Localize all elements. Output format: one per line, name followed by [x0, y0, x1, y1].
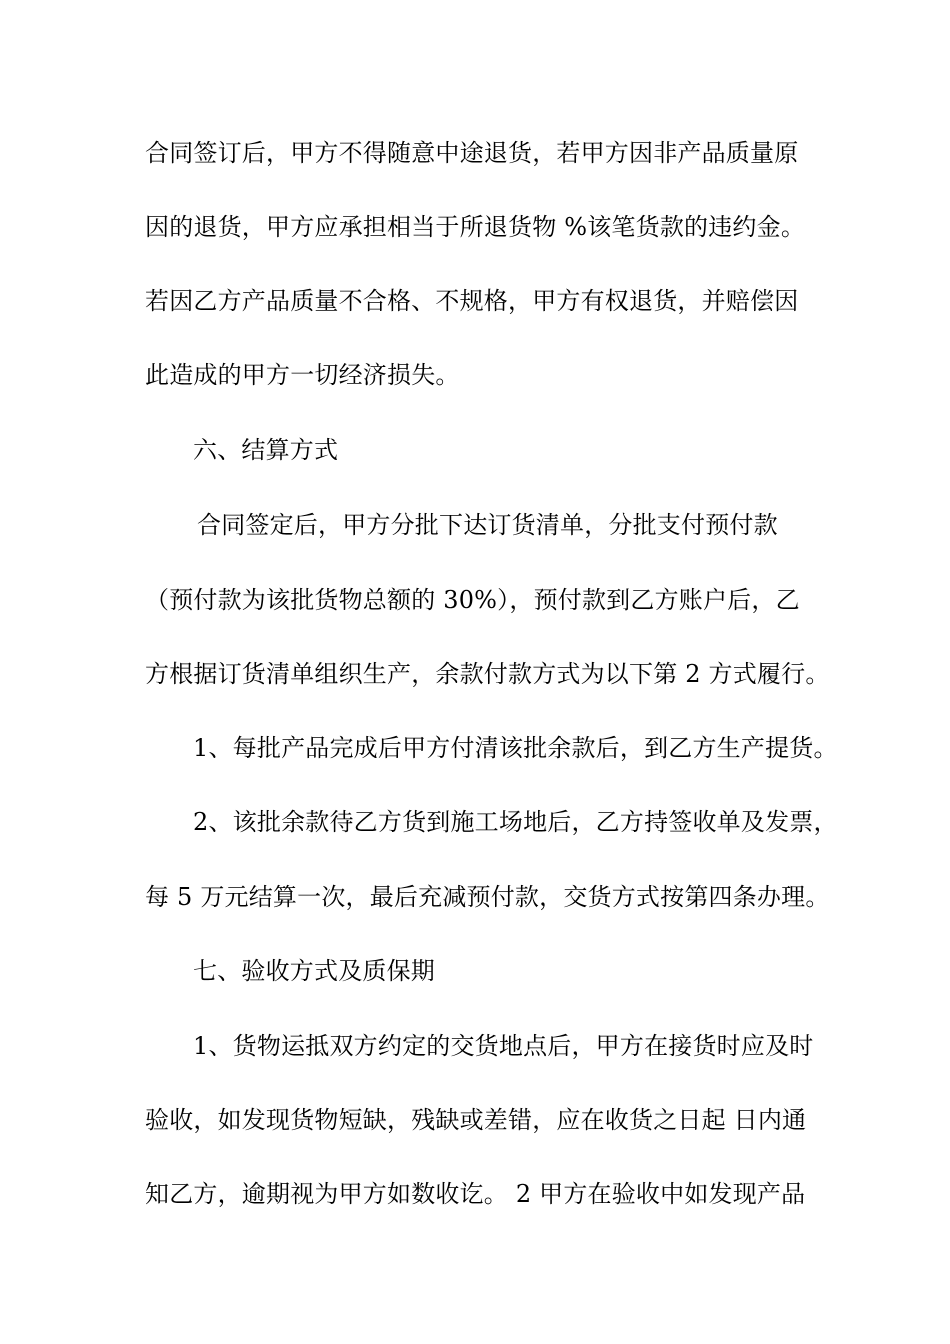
paragraph-line: 合同签定后，甲方分批下达订货清单，分批支付预付款 — [197, 511, 778, 539]
list-item: 1、货物运抵双方约定的交货地点后，甲方在接货时应及时 — [193, 1032, 814, 1060]
paragraph-line: 每 5 万元结算一次，最后充减预付款，交货方式按第四条办理。 — [145, 883, 830, 911]
paragraph-line: 若因乙方产品质量不合格、不规格，甲方有权退货，并赔偿因 — [145, 287, 799, 315]
list-item: 2、该批余款待乙方货到施工场地后，乙方持签收单及发票， — [193, 808, 838, 836]
paragraph-line: 验收，如发现货物短缺，残缺或差错，应在收货之日起 日内通 — [145, 1106, 807, 1134]
paragraph-line: 因的退货，甲方应承担相当于所退货物 %该笔货款的违约金。 — [145, 213, 806, 241]
paragraph-line: （预付款为该批货物总额的 30%），预付款到乙方账户后，乙 — [145, 586, 800, 614]
section-heading: 六、结算方式 — [193, 436, 339, 464]
list-item: 1、每批产品完成后甲方付清该批余款后，到乙方生产提货。 — [193, 734, 838, 762]
paragraph-line: 合同签订后，甲方不得随意中途退货，若甲方因非产品质量原 — [145, 139, 799, 167]
paragraph-line: 方根据订货清单组织生产，余款付款方式为以下第 2 方式履行。 — [145, 660, 830, 688]
paragraph-line: 此造成的甲方一切经济损失。 — [145, 361, 460, 389]
paragraph-line: 知乙方，逾期视为甲方如数收讫。 2 甲方在验收中如发现产品 — [145, 1180, 806, 1208]
section-heading: 七、验收方式及质保期 — [193, 957, 435, 985]
